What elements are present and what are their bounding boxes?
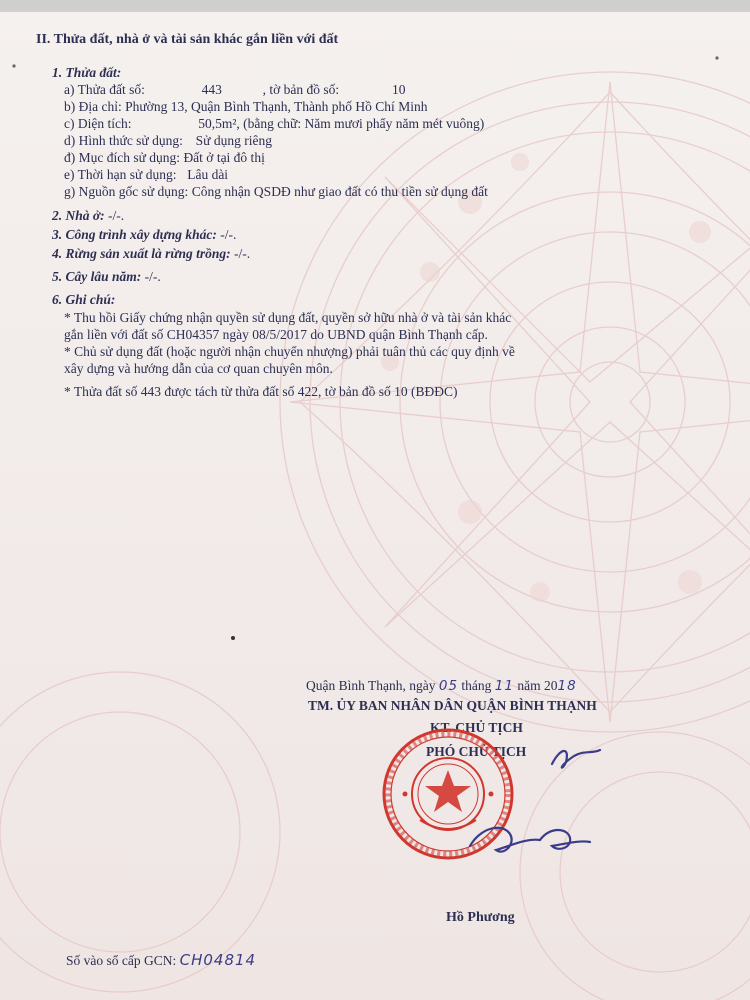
registry-row: [66, 952, 256, 969]
year-label: năm 20: [517, 678, 558, 693]
usage-origin-row: [64, 184, 488, 200]
section-title: II. Thửa đất, nhà ở và tài sản khác gắn liền với đất: [36, 32, 339, 47]
note-2-line-2: xây dựng và hướng dẫn của cơ quan chuyên môn.: [64, 361, 333, 376]
house-heading: 2. Nhà ở:: [52, 208, 105, 223]
land-number-row: [64, 82, 405, 98]
usage-term-row: [64, 167, 228, 183]
land-heading: 1. Thửa đất:: [52, 65, 122, 80]
trees-heading: 5. Cây lâu năm:: [52, 269, 142, 284]
notes-heading: 6. Ghi chú:: [52, 292, 116, 307]
construction-value: -/-.: [220, 227, 237, 242]
forest-heading: 4. Rừng sản xuất là rừng trồng:: [52, 246, 231, 261]
area-value: 50,5m², (bằng chữ: Năm mươi phẩy năm mét vuông): [198, 116, 485, 131]
trees-value: -/-.: [144, 269, 161, 284]
note-1-line-2: gắn liền với đất số CH04357 ngày 08/5/2017 do UBND quận Bình Thạnh cấp.: [64, 327, 488, 342]
usage-purpose-label: đ) Mục đích sử dụng:: [64, 150, 181, 165]
area-row: [64, 116, 484, 132]
address-row: [64, 99, 427, 115]
usage-purpose-value: Đất ở tại đô thị: [183, 150, 265, 165]
house-row: [52, 208, 124, 224]
usage-origin-value: Công nhận QSDĐ như giao đất có thu tiền sử dụng đất: [191, 184, 488, 199]
usage-term-value: Lâu dài: [187, 167, 229, 182]
on-behalf-title: KT. CHỦ TỊCH: [430, 720, 523, 735]
usage-form-value: Sử dụng riêng: [195, 133, 272, 148]
note-1-line-1: * Thu hồi Giấy chứng nhận quyền sử dụng đất, quyền sở hữu nhà ở và tài sản khác: [64, 310, 512, 325]
signer-name: Hồ Phương: [446, 910, 515, 925]
place-date-prefix: Quận Bình Thạnh, ngày: [306, 678, 436, 693]
usage-form-label: d) Hình thức sử dụng:: [64, 133, 183, 148]
registry-number: CH04814: [179, 951, 257, 969]
date-day: 05: [438, 678, 459, 694]
land-number-label: a) Thửa đất số:: [64, 82, 145, 97]
address-label: b) Địa chỉ:: [64, 99, 122, 114]
trees-row: [52, 269, 161, 285]
place-date-line: [306, 678, 577, 694]
usage-form-row: [64, 133, 272, 149]
house-value: -/-.: [108, 208, 125, 223]
construction-row: [52, 227, 236, 243]
note-2-line-1: * Chủ sử dụng đất (hoặc người nhận chuyển nhượng) phải tuân thủ các quy định về: [64, 344, 515, 359]
forest-row: [52, 246, 250, 262]
usage-purpose-row: [64, 150, 265, 166]
area-label: c) Diện tích:: [64, 116, 132, 131]
address-value: Phường 13, Quận Bình Thạnh, Thành phố Hồ Chí Minh: [125, 99, 428, 114]
month-label: tháng: [461, 678, 492, 693]
note-3: * Thửa đất số 443 được tách từ thửa đất số 422, tờ bản đồ số 10 (BĐĐC): [64, 384, 458, 399]
date-year-suffix: 18: [557, 678, 577, 694]
registry-label: Số vào sổ cấp GCN:: [66, 953, 177, 968]
usage-origin-label: g) Nguồn gốc sử dụng:: [64, 184, 189, 199]
construction-heading: 3. Công trình xây dựng khác:: [52, 227, 217, 242]
map-sheet-label: , tờ bản đồ số:: [262, 82, 340, 97]
certificate-page: [0, 12, 750, 1000]
signer-role: PHÓ CHỦ TỊCH: [426, 744, 527, 759]
date-month: 11: [494, 678, 514, 694]
forest-value: -/-.: [233, 246, 251, 261]
land-number-value: 443: [201, 82, 222, 97]
map-sheet-value: 10: [391, 82, 406, 97]
signature-mark: [440, 728, 640, 878]
usage-term-label: e) Thời hạn sử dụng:: [64, 167, 177, 182]
issuing-authority: TM. ỦY BAN NHÂN DÂN QUẬN BÌNH THẠNH: [308, 698, 597, 713]
